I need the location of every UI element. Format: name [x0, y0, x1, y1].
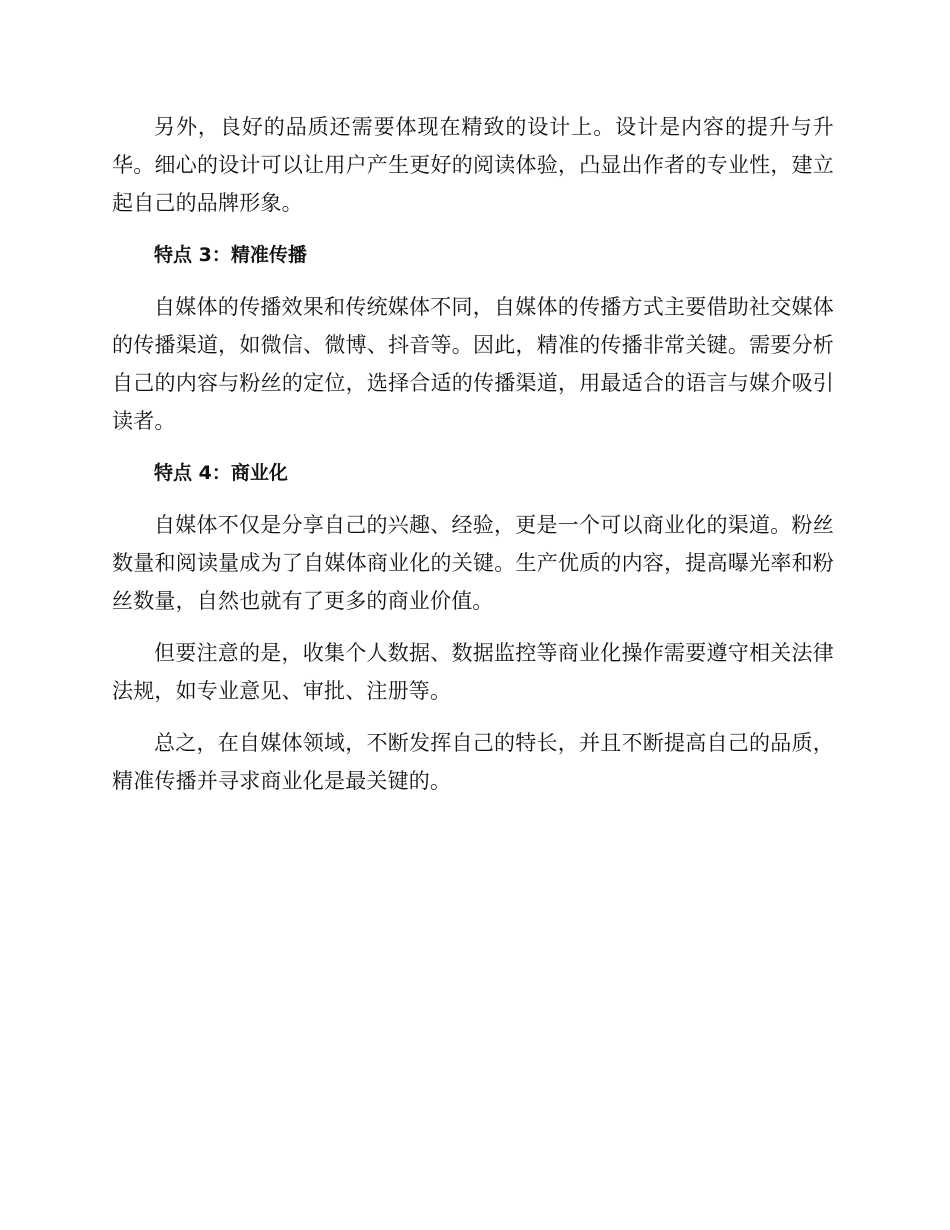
heading-feature-3: 特点 3：精准传播 [154, 244, 307, 266]
paragraph-precise-distribution: 自媒体的传播效果和传统媒体不同，自媒体的传播方式主要借助社交媒体的传播渠道，如微信、微博、抖音等。因此，精准的传播非常关键。需要分析自己的内容与粉丝的定位，选择合适的传播渠道，用最适合的语言与媒介吸引读者。 [112, 295, 834, 433]
paragraph-commercialization: 自媒体不仅是分享自己的兴趣、经验，更是一个可以商业化的渠道。粉丝数量和阅读量成为了自媒体商业化的关键。生产优质的内容，提高曝光率和粉丝数量，自然也就有了更多的商业价值。 [112, 513, 834, 613]
paragraph-design-quality: 另外，良好的品质还需要体现在精致的设计上。设计是内容的提升与升华。细心的设计可以让用户产生更好的阅读体验，凸显出作者的专业性，建立起自己的品牌形象。 [112, 115, 834, 215]
document-page [112, 108, 834, 814]
paragraph-legal-compliance: 但要注意的是，收集个人数据、数据监控等商业化操作需要遵守相关法律法规，如专业意见、审批、注册等。 [112, 641, 834, 703]
heading-feature-4: 特点 4：商业化 [154, 462, 288, 484]
paragraph-conclusion: 总之，在自媒体领域，不断发挥自己的特长，并且不断提高自己的品质，精准传播并寻求商业化是最关键的。 [112, 731, 834, 793]
